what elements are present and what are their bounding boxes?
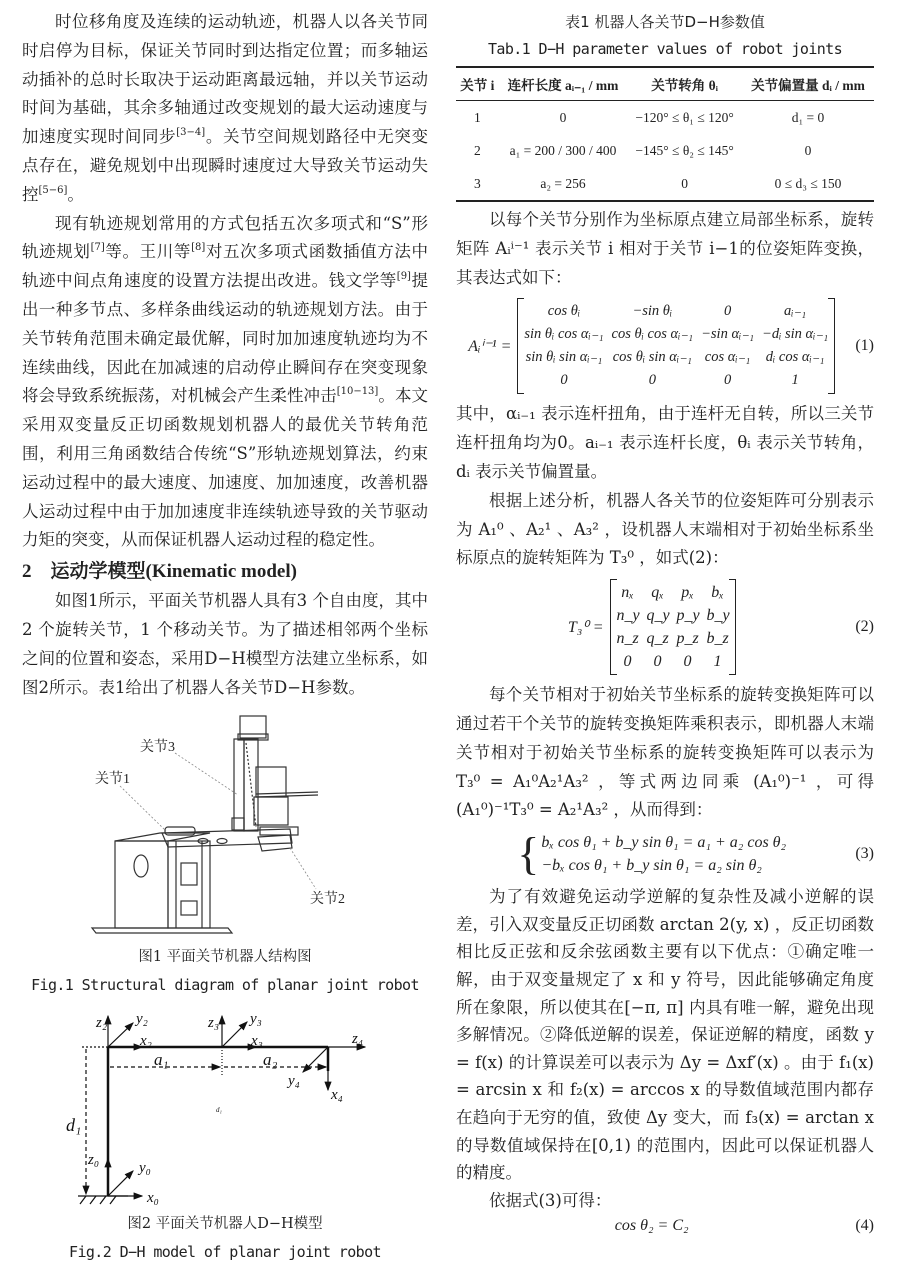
text-run: 。关节空间规划路径中无突变点存在，避免规划中出现瞬时速度过大导致关节运动失控 [22, 127, 428, 204]
axis-label-z2: z₂ [96, 1015, 108, 1032]
text-run: 等。王川等 [104, 242, 192, 262]
matrix-cell: 0 [623, 653, 632, 671]
axis-label-z3: z₃ [208, 1015, 220, 1032]
axis-label-y3: y₃ [250, 1011, 262, 1028]
axis-label-y0: y₀ [139, 1160, 151, 1177]
figure-2-caption-en: Fig.2 D−H model of planar joint robot [69, 1243, 381, 1262]
matrix-cell: 0 [723, 372, 732, 389]
left-brace: { [517, 828, 540, 880]
column-header: 关节转角 θᵢ [627, 67, 742, 101]
table-row [456, 167, 874, 201]
column-header: 连杆长度 aᵢ₋₁ / mm [499, 67, 628, 101]
equation-number: (4) [855, 1217, 874, 1235]
table-row [456, 101, 874, 135]
matrix-cell: n_y [616, 607, 640, 625]
matrix-cell: b_z [706, 630, 729, 648]
figure-2-dh-model [60, 1004, 380, 1209]
right-column [456, 10, 874, 1241]
matrix-cell: 1 [713, 653, 722, 671]
matrix [517, 298, 835, 394]
table-row [456, 134, 874, 167]
equation-2 [456, 579, 847, 675]
axis-label-y4: y₄ [288, 1073, 300, 1090]
joint-1-label: 关节1 [95, 772, 130, 788]
section-heading: 2 运动学模型(Kinematic model) [22, 561, 297, 583]
link-length-a2: a₂ [263, 1050, 278, 1070]
body-paragraph [456, 883, 874, 1187]
text-run: 提出一种多节点、多样条曲线运动的轨迹规划方法。由于关节转角范围未确定最优解，同时加加速度轨迹均为不连续曲线，因此在加减速的启动停止瞬间存在突变现象将会导致系统振荡，对机械会产生柔性冲击 [22, 271, 429, 406]
equation-number: (2) [855, 618, 874, 636]
offset-d1: d₁ [66, 1115, 82, 1136]
body-paragraph [22, 210, 428, 556]
body-paragraph [456, 1187, 874, 1216]
matrix-cell: cos αᵢ₋₁ [704, 349, 751, 366]
matrix-cell: bₓ [711, 584, 724, 602]
body-paragraph [456, 681, 874, 825]
text-run: 现有轨迹规划常用的方式包括五次多项式和“S”形轨迹规划 [22, 213, 428, 262]
citation-ref: [8] [191, 242, 206, 254]
matrix-cell: nₓ [621, 584, 634, 602]
figure-1-robot-structure [40, 706, 420, 946]
matrix-cell: cos θᵢ cos αᵢ₋₁ [611, 326, 694, 343]
axis-label-z0: z₀ [88, 1152, 100, 1169]
table-cell: 0 [627, 167, 742, 201]
citation-ref: [10−13] [336, 386, 379, 398]
matrix-cell: 1 [791, 372, 799, 389]
axis-label-x0: x₀ [147, 1190, 159, 1207]
dh-parameter-table [456, 66, 874, 202]
table-cell: −120° ≤ θ₁ ≤ 120° [635, 109, 734, 125]
text-run: 为了有效避免运动学逆解的复杂性及减小逆解的误差，引入双变量反正切函数 arctan 2(y, x) ，反正切函数相比反正弦和反余弦函数主要有以下优点：①确定唯一解，由于双变量规定了 x 和 y 符号，因此能够确定角度所在象限，所以使其在[−π, π] 内具有唯一解，避免出现多解情况。②降低逆解的误差，保证逆解的精度，函数 y = f(x) 的计算误差可以表示为 Δy = Δxf′(x) 。由于 f₁(x) = arcsin x 和 f₂(x) = arccos x 的导数值域范围内都存在趋向于无穷的值，致使 Δy 变大，而 f₃(x) = arctan x 的导数值域保持在[0,1) 的范围内，因此可以保证机器人的精度。 [456, 887, 874, 1183]
text-run: 对五次多项式函数插值方法中轨迹中间点角速度的设置方法提出改进。钱文学等 [22, 242, 429, 291]
matrix-cell: 0 [683, 653, 692, 671]
table-cell: 0 [559, 109, 567, 125]
offset-d1-small: d₁ [216, 1106, 222, 1115]
text-run: 。本文采用双变量反正切函数规划机器人的最优关节转角范围，利用三角函数结合传统“S”形轨迹规划算法，约束运动过程中的最大速度、加速度、加加速度，改善机器人运动过程中由于加加速度非连续轨迹导致的关节驱动力矩的突变，从而保证机器人运动过程的稳定性。 [22, 386, 429, 550]
table-cell: d₁ = 0 [791, 109, 825, 125]
matrix-cell: 0 [723, 303, 732, 320]
table-cell: −145° ≤ θ₂ ≤ 145° [635, 142, 734, 158]
joint-3-label: 关节3 [140, 740, 175, 756]
equation-lhs: Aᵢⁱ⁻¹ = [468, 338, 512, 356]
axis-label-z4: z₄ [352, 1031, 364, 1048]
text-run: 时位移角度及连续的运动轨迹，机器人以各关节同时启停为目标，保证关节同时到达指定位置；而多轴运动插补的总时长取决于运动距离最远轴，并以关节运动时间为基础，其余多轴通过改变规划的最大运动速度与加速度实现时间同步 [22, 12, 428, 147]
equation-lhs: T₃⁰ = [567, 619, 604, 637]
text-run: 。 [67, 184, 84, 204]
equation-1-row [456, 298, 874, 394]
matrix-cell: n_z [616, 630, 639, 648]
text-run: 依据式(3)可得： [489, 1190, 612, 1210]
table-cell: 0 [804, 142, 812, 158]
matrix-cell: 0 [653, 653, 662, 671]
figure-2-caption-cn: 图2 平面关节机器人D−H模型 [127, 1216, 323, 1233]
matrix-cell: b_y [706, 607, 730, 625]
table-cell: a₂ = 256 [499, 167, 628, 201]
axis-label-x2: x₂ [140, 1033, 152, 1050]
body-paragraph [456, 206, 874, 292]
matrix-cell: cos θᵢ [547, 303, 581, 320]
matrix-cell: −dᵢ sin αᵢ₋₁ [762, 326, 829, 343]
text-run: 以每个关节分别作为坐标原点建立局部坐标系，旋转矩阵 Aᵢⁱ⁻¹ 表示关节 i 相对于关节 i−1的位姿矩阵变换，其表达式如下： [456, 210, 874, 287]
table-cell: 3 [456, 167, 499, 201]
matrix-cell: p_z [676, 630, 699, 648]
text-run: 其中，αᵢ₋₁ 表示连杆扭角，由于连杆无自转，所以三关节连杆扭角均为0。aᵢ₋₁ 表示连杆长度，θᵢ 表示关节转角，dᵢ 表示关节偏置量。 [456, 404, 874, 481]
axis-label-x3: x₃ [251, 1033, 263, 1050]
table-cell: 2 [473, 142, 481, 158]
matrix-cell: −sin αᵢ₋₁ [701, 326, 755, 343]
text-run: 每个关节相对于初始关节坐标系的旋转变换矩阵可以通过若干个关节的旋转变换矩阵乘积表示，即机器人末端关节相对于初始关节坐标系的旋转变换矩阵可以表示为 T₃⁰ = A₁⁰A₂¹A₃² ，等式两边同乘 (A₁⁰)⁻¹ ，可得 (A₁⁰)⁻¹T₃⁰ = A₂¹A₃² ，从而得到： [456, 685, 874, 820]
matrix-cell: cos θᵢ sin αᵢ₋₁ [612, 349, 692, 366]
citation-ref: [3−4] [176, 127, 206, 139]
axis-label-x4: x₄ [331, 1087, 343, 1104]
left-column [22, 8, 428, 1263]
equation-1 [456, 298, 847, 394]
equation-number: (3) [855, 845, 874, 863]
matrix-cell: qₓ [651, 584, 664, 602]
table-cell: a₁ = 200 / 300 / 400 [509, 142, 617, 158]
body-paragraph [22, 8, 428, 210]
matrix-cell: 0 [560, 372, 568, 389]
citation-ref: [9] [396, 271, 411, 283]
matrix-cell: q_y [646, 607, 670, 625]
equation-3 [456, 828, 847, 880]
equation-line: bₓ cos θ₁ + b_y sin θ₁ = a₁ + a₂ cos θ₂ [541, 834, 787, 852]
matrix-cell: pₓ [681, 584, 694, 602]
body-paragraph [22, 587, 428, 702]
matrix-cell: aᵢ₋₁ [783, 303, 807, 320]
column-header: 关节 i [456, 67, 499, 101]
matrix-cell: sin θᵢ cos αᵢ₋₁ [524, 326, 604, 343]
citation-ref: [7] [90, 242, 105, 254]
equation-expr: cos θ₂ = C₂ [614, 1217, 689, 1235]
table-cell: 1 [473, 109, 481, 125]
matrix-cell: q_z [646, 630, 669, 648]
link-length-a1: a₁ [154, 1050, 169, 1070]
column-header: 关节偏置量 dᵢ / mm [742, 67, 874, 101]
matrix-cell: dᵢ cos αᵢ₋₁ [765, 349, 825, 366]
text-run: 根据上述分析，机器人各关节的位姿矩阵可分别表示为 A₁⁰ 、A₂¹ 、A₃² ，设机器人末端相对于初始坐标系坐标原点的旋转矩阵为 T₃⁰ ，如式(2)： [456, 490, 874, 568]
joint-2-label: 关节2 [310, 892, 345, 908]
table-cell: 0 ≤ d₃ ≤ 150 [742, 167, 874, 201]
matrix [610, 579, 736, 675]
figure-1-caption-en: Fig.1 Structural diagram of planar joint robot [31, 976, 419, 995]
matrix-cell: −sin θᵢ [632, 303, 673, 320]
axis-label-y2: y₂ [136, 1011, 148, 1028]
matrix-cell: 0 [648, 372, 656, 389]
equation-number: (1) [855, 337, 874, 355]
matrix-cell: p_y [676, 607, 700, 625]
body-paragraph [456, 400, 874, 486]
equation-line: −bₓ cos θ₁ + b_y sin θ₁ = a₂ sin θ₂ [541, 857, 762, 875]
table-title-en: Tab.1 D−H parameter values of robot joints [487, 40, 843, 58]
matrix-cell: sin θᵢ sin αᵢ₋₁ [525, 349, 603, 366]
text-run: 如图1所示，平面关节机器人具有3 个自由度，其中2 个旋转关节，1 个移动关节。为了描述相邻两个坐标之间的位置和姿态，采用D−H模型方法建立坐标系，如图2所示。表1给出了机器人各关节D−H参数。 [22, 591, 428, 697]
citation-ref: [5−6] [38, 184, 68, 196]
table-title-cn: 表1 机器人各关节D−H参数值 [565, 13, 765, 31]
equation-2-row [456, 579, 874, 675]
equation-3-row [456, 828, 874, 880]
body-paragraph [456, 487, 874, 573]
figure-1-caption-cn: 图1 平面关节机器人结构图 [138, 949, 312, 966]
